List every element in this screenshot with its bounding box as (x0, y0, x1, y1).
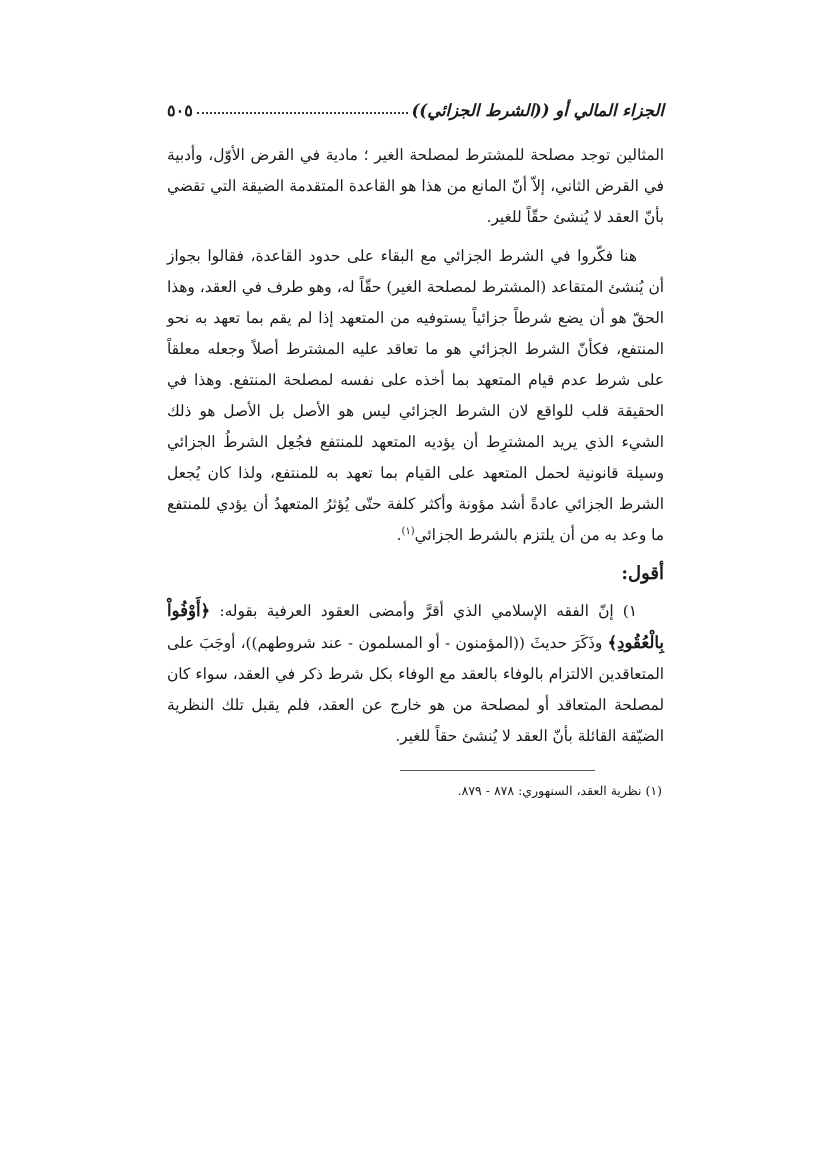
document-page (167, 92, 664, 801)
quran-verse: ﴿أَوْفُواْ بِالْعُقُودِ﴾ (167, 601, 664, 652)
paragraph-continuation: المثالين توجد مصلحة للمشترط لمصلحة الغير ؛ مادية في القرض الأوّل، وأدبية في القرض الثاني، إلاّ أنّ المانع من هذا هو القاعدة المتقدمة الضيقة التي تقضي بأنّ العقد لا يُنشئ حقّاً للغير. (167, 146, 664, 226)
section-heading: أقول: (621, 563, 664, 584)
footnote-divider (400, 770, 595, 771)
paragraph-point-one (167, 595, 664, 752)
footnote-reference[interactable]: (١) (401, 525, 415, 537)
page-number: ٥٠٥ (167, 101, 193, 120)
running-title: الجزاء المالي أو ((الشرط الجزائي)) (411, 101, 664, 120)
running-header (167, 92, 664, 120)
header-leader-dots (197, 111, 408, 114)
paragraph-penalty-clause (167, 241, 664, 551)
paragraph-end-punct: . (396, 526, 402, 544)
point-one-intro: ١) إنّ الفقه الإسلامي الذي أقرَّ وأمضى العقود العرفية بقوله: (210, 602, 637, 620)
paragraph-penalty-clause-text: هنا فكّروا في الشرط الجزائي مع البقاء على حدود القاعدة، فقالوا بجواز أن يُنشئ المتقاعد (المشترط لمصلحة الغير) حقّاً له، وهو طرف في العقد، وهذا الحقّ هو أن يضع شرطاً جزائياً يستوفيه من المتعهد إذا لم يقم بما تعهد به نحو المنتفع، فكأنّ الشرط الجزائي هو ما تعاقد عليه المشترط أصلاً وجعله معلقاً على شرط عدم قيام المتعهد بما أخذه على نفسه لمصلحة المنتفع. وهذا في الحقيقة قلب للواقع لان الشرط الجزائي ليس هو الأصل بل الأصل هو ذلك الشيء الذي يريد المشترِط أن يؤديه المتعهد للمنتفع فجُعِل الشرطُ الجزائي وسيلة قانونية لحمل المتعهد على القيام بما تعهد به للمنتفع، ولذا كان يُجعل الشرط الجزائي عادةً أشد مؤونة وأكثر كلفة حتّى يُؤثرُ المتعهدُ أن يؤدي للمنتفع ما وعد به من أن يلتزم بالشرط الجزائي (167, 247, 664, 544)
body-text (167, 140, 664, 752)
footnote-1: (١) نظرية العقد، السنهوري: ٨٧٨ - ٨٧٩. (457, 783, 662, 798)
point-one-rest: وذَكَرَ حديثَ ((المؤمنون - أو المسلمون - عند شروطهم))، أوجَبَ على المتعاقدين الالتزام بالوفاء بالعقد مع الوفاء بكل شرط ذكر في العقد، سواء كان لمصلحة المتعاقد أو لمصلحة من هو خارج عن العقد، فلم يقبل تلك النظرية الضيّقة القائلة بأنّ العقد لا يُنشئ حقاً للغير. (167, 634, 664, 745)
